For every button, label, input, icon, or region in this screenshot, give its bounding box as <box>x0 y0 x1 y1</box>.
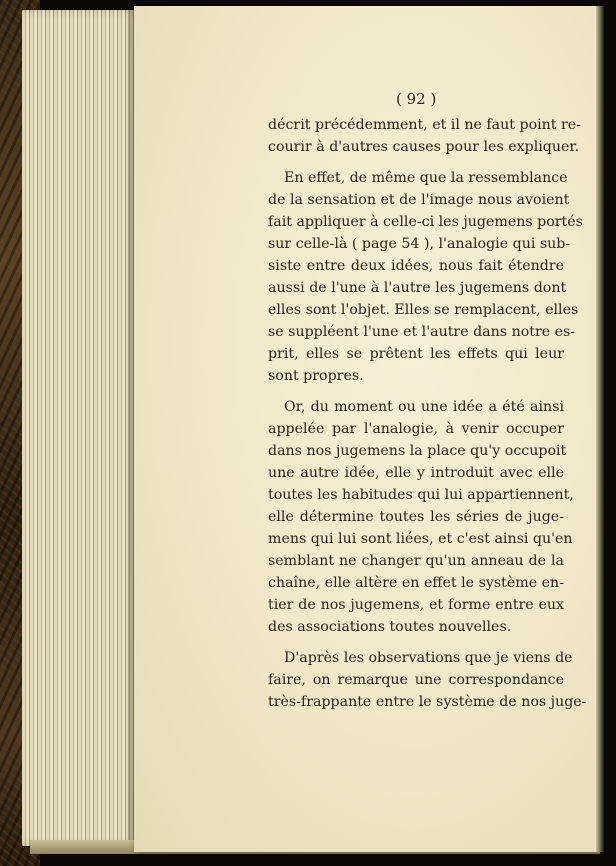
text-line: aussi de l'une à l'autre les jugemens dont <box>268 280 567 296</box>
text-line: En effet, de même que la ressemblance <box>284 170 568 186</box>
text-line: semblant ne changer qu'un anneau de la <box>268 553 564 569</box>
text-line: sur celle-là ( page 54 ), l'analogie qui sub- <box>268 236 571 252</box>
text-line: décrit précédemment, et il ne faut point re- <box>268 117 581 133</box>
text-line: dans nos jugemens la place qu'y occupoit <box>268 443 567 459</box>
text-line: siste entre deux idées, nous fait étendre <box>268 258 564 274</box>
text-line: appelée par l'analogie, à venir occuper <box>268 421 564 437</box>
text-line: tier de nos jugemens, et forme entre eux <box>268 597 564 613</box>
text-line: prit, elles se prêtent les effets qui leur <box>268 346 564 362</box>
text-line: sont propres. <box>268 368 364 384</box>
text-line: de la sensation et de l'image nous avoient <box>268 192 570 208</box>
text-line: Or, du moment ou une idée a été ainsi <box>284 399 564 415</box>
text-line: se suppléent l'une et l'autre dans notre es- <box>268 324 576 340</box>
text-line: faire, on remarque une correspondance <box>268 672 564 688</box>
page-edges-stack <box>22 10 140 846</box>
text-line: courir à d'autres causes pour les expliquer. <box>268 139 580 155</box>
text-line: chaîne, elle altère en effet le système en- <box>268 575 564 591</box>
text-line: elle détermine toutes les séries de juge- <box>268 509 564 525</box>
page-number: ( 92 ) <box>396 90 437 108</box>
text-line: fait appliquer à celle-ci les jugemens portés <box>268 214 583 230</box>
text-line: une autre idée, elle y introduit avec elle <box>268 465 564 481</box>
text-line: D'après les observations que je viens de <box>284 650 573 666</box>
page-text <box>268 114 587 713</box>
text-line: elles sont l'objet. Elles se remplacent, elles <box>268 302 579 318</box>
text-line: des associations toutes nouvelles. <box>268 619 512 635</box>
text-line: très-frappante entre le système de nos juge- <box>268 694 587 710</box>
text-line: toutes les habitudes qui lui appartiennent, <box>268 487 574 503</box>
text-line: mens qui lui sont liées, et c'est ainsi qu'en <box>268 531 573 547</box>
